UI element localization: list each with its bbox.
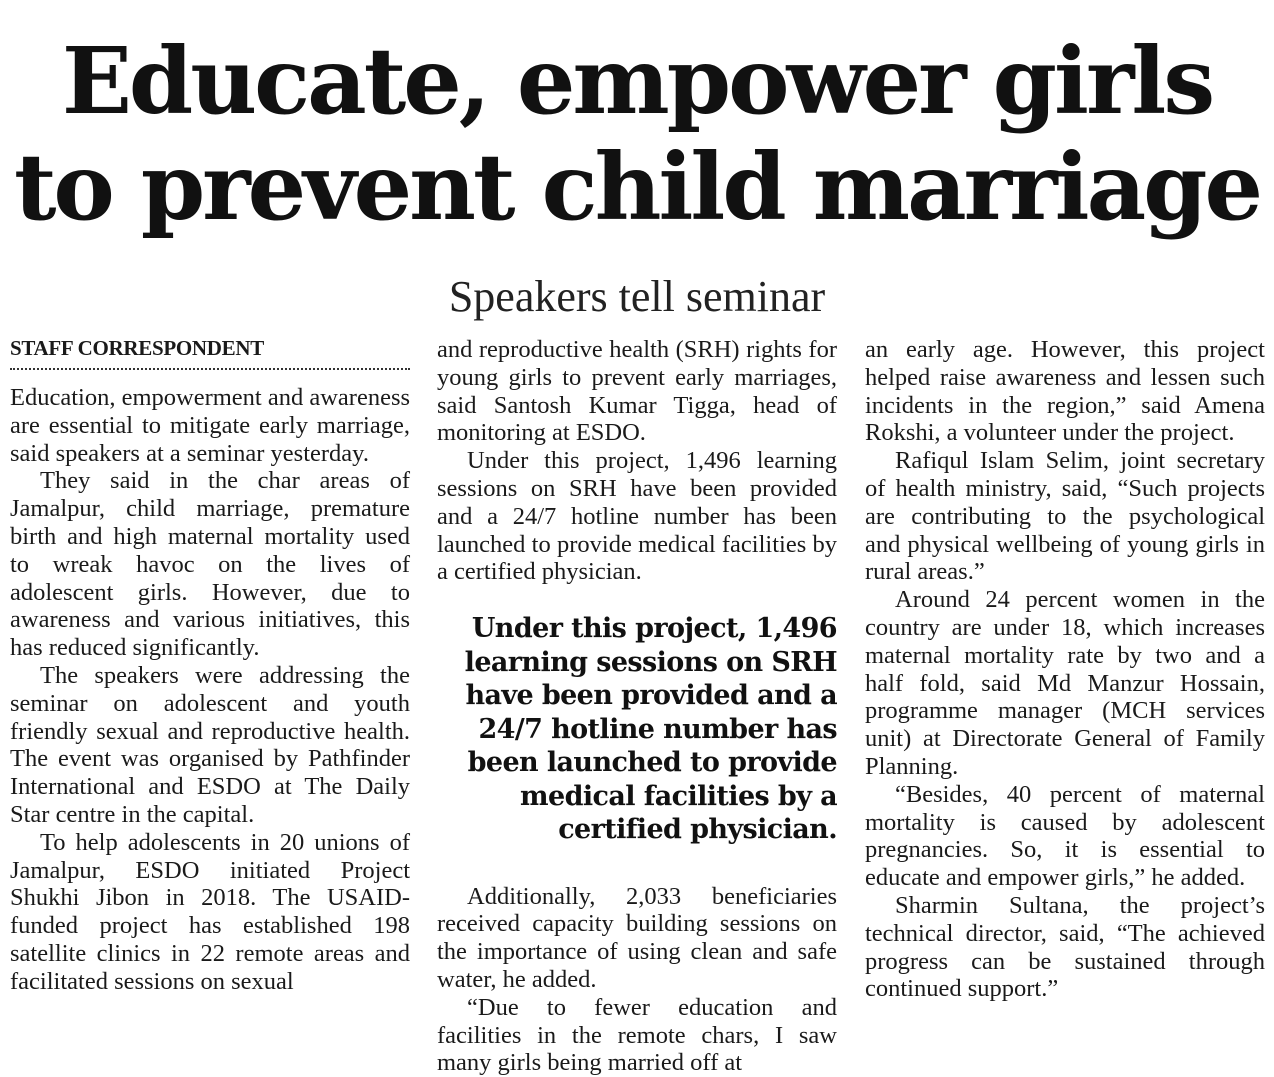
article-paragraph: Rafiqul Islam Selim, joint secretary of health ministry, said, “Such projects are contributing to the psychological and physical wellbeing of young girls in rural areas.” bbox=[865, 447, 1265, 586]
article-column-3 bbox=[865, 336, 1265, 1003]
article-paragraph: and reproductive health (SRH) rights for young girls to prevent early marriages, said Santosh Kumar Tigga, head of monitoring at ESDO. bbox=[437, 336, 837, 447]
headline-line-2: to prevent child marriage bbox=[13, 133, 1261, 241]
article-paragraph: They said in the char areas of Jamalpur, child marriage, premature birth and high maternal mortality used to wreak havoc on the lives of adolescent girls. However, due to awareness and various initiatives, this has reduced significantly. bbox=[10, 467, 410, 662]
article-column-1 bbox=[10, 336, 410, 996]
article-paragraph: Additionally, 2,033 beneficiaries received capacity building sessions on the importance of using clean and safe water, he added. bbox=[437, 882, 837, 994]
byline: STAFF CORRESPONDENT bbox=[10, 336, 410, 370]
pull-quote: Under this project, 1,496 learning sessions on SRH have been provided and a 24/7 hotline number has been launched to provide medical facilities by a certified physician. bbox=[464, 613, 837, 846]
article-paragraph: an early age. However, this project helped raise awareness and lessen such incidents in the region,” said Amena Rokshi, a volunteer under the project. bbox=[865, 336, 1265, 447]
article-paragraph: Education, empowerment and awareness are essential to mitigate early marriage, said speakers at a seminar yesterday. bbox=[10, 384, 411, 467]
article-column-2 bbox=[437, 336, 837, 1077]
article-paragraph: “Due to fewer education and facilities in the remote chars, I saw many girls being married off at bbox=[437, 993, 837, 1077]
article-paragraph: The speakers were addressing the seminar on adolescent and youth friendly sexual and reproductive health. The event was organised by Pathfinder International and ESDO at The Daily Star centre in the capital. bbox=[10, 661, 410, 828]
article-paragraph: Under this project, 1,496 learning sessions on SRH have been provided and a 24/7 hotline number has been launched to provide medical facilities by a certified physician. bbox=[437, 447, 837, 586]
headline bbox=[0, 28, 1274, 240]
subheadline: Speakers tell seminar bbox=[448, 272, 826, 321]
article-paragraph: Around 24 percent women in the country are under 18, which increases maternal mortality rate by two and a half fold, said Md Manzur Hossain, programme manager (MCH services unit) at Directorate General of Family Planning. bbox=[865, 586, 1265, 780]
article-paragraph: “Besides, 40 percent of maternal mortality is caused by adolescent pregnancies. So, it is essential to educate and empower girls,” he added. bbox=[865, 780, 1265, 892]
article-paragraph: Sharmin Sultana, the project’s technical director, said, “The achieved progress can be sustained through continued support.” bbox=[865, 891, 1265, 1003]
headline-line-1: Educate, empower girls bbox=[61, 27, 1213, 135]
article-paragraph: To help adolescents in 20 unions of Jamalpur, ESDO initiated Project Shukhi Jibon in 2018. The USAID-funded project has established 198 satellite clinics in 22 remote areas and facilitated sessions on sexual bbox=[10, 828, 410, 995]
